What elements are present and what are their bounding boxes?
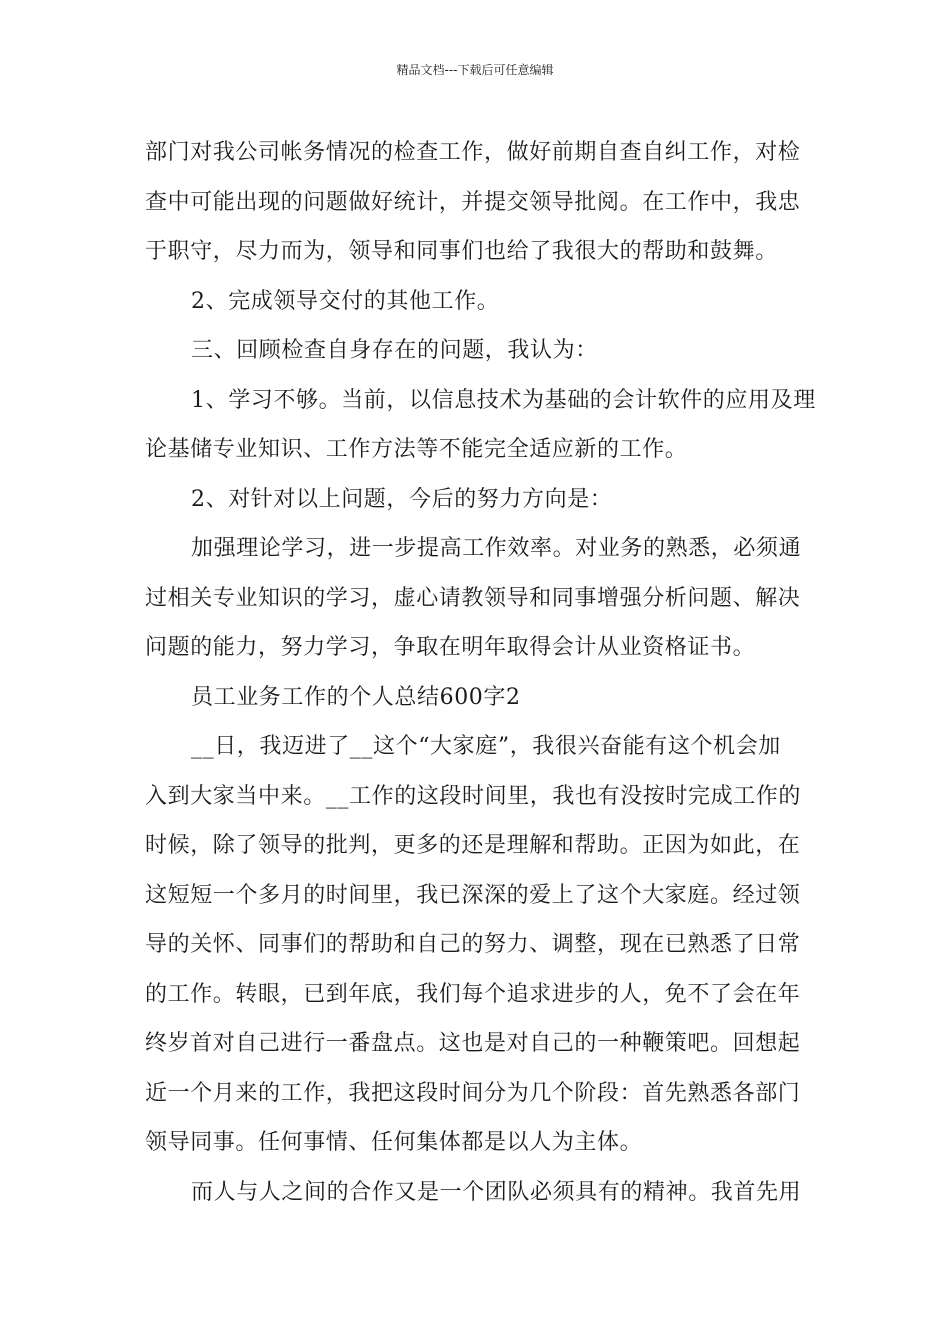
section-title: 员工业务工作的个人总结600字2 xyxy=(191,684,521,710)
page-header: 精品文档---下载后可任意编辑 xyxy=(396,63,554,77)
list-item: 2、对针对以上问题，今后的努力方向是： xyxy=(191,486,613,512)
text-line: __日，我迈进了__这个“大家庭”，我很兴奋能有这个机会加 xyxy=(191,734,781,759)
text-line: 领导同事。任何事情、任何集体都是以人为主体。 xyxy=(145,1130,643,1155)
text-line: 时候，除了领导的批判，更多的还是理解和帮助。正因为如此，在 xyxy=(145,833,801,858)
text-line: 终岁首对自己进行一番盘点。这也是对自己的一种鞭策吧。回想起 xyxy=(145,1031,801,1056)
text-line: 过相关专业知识的学习，虚心请教领导和同事增强分析问题、解决 xyxy=(145,585,801,611)
text-line: 这短短一个多月的时间里，我已深深的爱上了这个大家庭。经过领 xyxy=(145,882,801,908)
text-line: 于职守，尽力而为，领导和同事们也给了我很大的帮助和鼓舞。 xyxy=(145,239,778,264)
text-line: 部门对我公司帐务情况的检查工作，做好前期自查自纠工作，对检 xyxy=(145,140,801,165)
list-item: 2、完成领导交付的其他工作。 xyxy=(191,288,500,314)
text-line: 查中可能出现的问题做好统计，并提交领导批阅。在工作中，我忠 xyxy=(145,189,801,215)
text-line: 论基储专业知识、工作方法等不能完全适应新的工作。 xyxy=(145,437,688,462)
text-line: 的工作。转眼，已到年底，我们每个追求进步的人，免不了会在年 xyxy=(145,981,801,1007)
list-item: 1、学习不够。当前，以信息技术为基础的会计软件的应用及理 xyxy=(191,387,816,413)
text-line: 导的关怀、同事们的帮助和自己的努力、调整，现在已熟悉了日常 xyxy=(145,932,801,957)
text-line: 而人与人之间的合作又是一个团队必须具有的精神。我首先用 xyxy=(191,1179,802,1205)
text-line: 问题的能力，努力学习，争取在明年取得会计从业资格证书。 xyxy=(145,635,756,660)
document-body xyxy=(145,128,816,1217)
text-line: 近一个月来的工作，我把这段时间分为几个阶段：首先熟悉各部门 xyxy=(145,1080,801,1106)
text-line: 入到大家当中来。__工作的这段时间里，我也有没按时完成工作的 xyxy=(145,783,802,809)
section-heading: 三、回顾检查自身存在的问题，我认为： xyxy=(191,338,598,363)
text-line: 加强理论学习，进一步提高工作效率。对业务的熟悉，必须通 xyxy=(191,536,802,561)
